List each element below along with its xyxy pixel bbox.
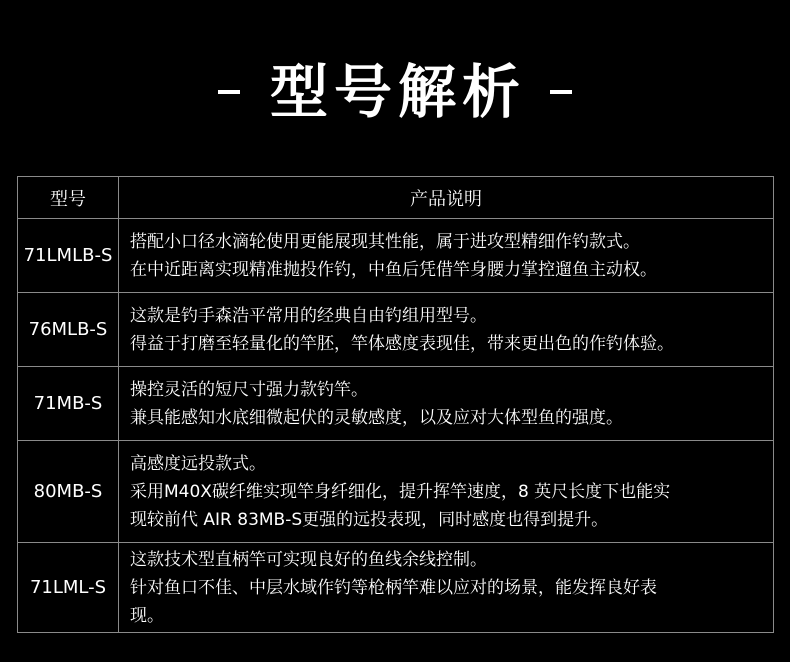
description-line: 这款是钓手森浩平常用的经典自由钓组用型号。	[130, 305, 487, 326]
description-cell	[119, 293, 774, 367]
description-line: 操控灵活的短尺寸强力款钓竿。	[130, 379, 368, 400]
header-model: 型号	[18, 177, 119, 219]
description-cell	[119, 441, 774, 543]
model-cell: 71LMLB-S	[18, 219, 119, 293]
model-spec-table	[17, 176, 774, 633]
description-line: 现。	[130, 605, 164, 626]
description-line: 兼具能感知水底细微起伏的灵敏感度，以及应对大体型鱼的强度。	[130, 407, 623, 428]
page-title-row	[0, 52, 790, 132]
table-row	[18, 293, 774, 367]
table-row	[18, 219, 774, 293]
description-cell	[119, 543, 774, 633]
model-cell: 80MB-S	[18, 441, 119, 543]
table-row	[18, 441, 774, 543]
header-description: 产品说明	[119, 177, 774, 219]
model-cell: 71LML-S	[18, 543, 119, 633]
description-line: 现较前代 AIR 83MB-S更强的远投表现，同时感度也得到提升。	[130, 509, 609, 530]
table-row	[18, 367, 774, 441]
description-line: 针对鱼口不佳、中层水域作钓等枪柄竿难以应对的场景，能发挥良好表	[130, 577, 657, 598]
description-line: 采用M40X碳纤维实现竿身纤细化，提升挥竿速度，8 英尺长度下也能实	[130, 481, 671, 502]
description-line: 高感度远投款式。	[130, 453, 266, 474]
description-line: 这款技术型直柄竿可实现良好的鱼线余线控制。	[130, 549, 487, 570]
model-cell: 76MLB-S	[18, 293, 119, 367]
description-cell	[119, 219, 774, 293]
description-line: 在中近距离实现精准抛投作钓，中鱼后凭借竿身腰力掌控遛鱼主动权。	[130, 259, 657, 280]
table-header-row	[18, 177, 774, 219]
description-line: 得益于打磨至轻量化的竿胚，竿体感度表现佳，带来更出色的作钓体验。	[130, 333, 674, 354]
description-line: 搭配小口径水滴轮使用更能展现其性能，属于进攻型精细作钓款式。	[130, 231, 640, 252]
description-cell	[119, 367, 774, 441]
table-row	[18, 543, 774, 633]
page-title: 型号解析	[269, 58, 526, 126]
title-right-dash	[550, 90, 572, 94]
model-cell: 71MB-S	[18, 367, 119, 441]
title-left-dash	[218, 90, 240, 94]
